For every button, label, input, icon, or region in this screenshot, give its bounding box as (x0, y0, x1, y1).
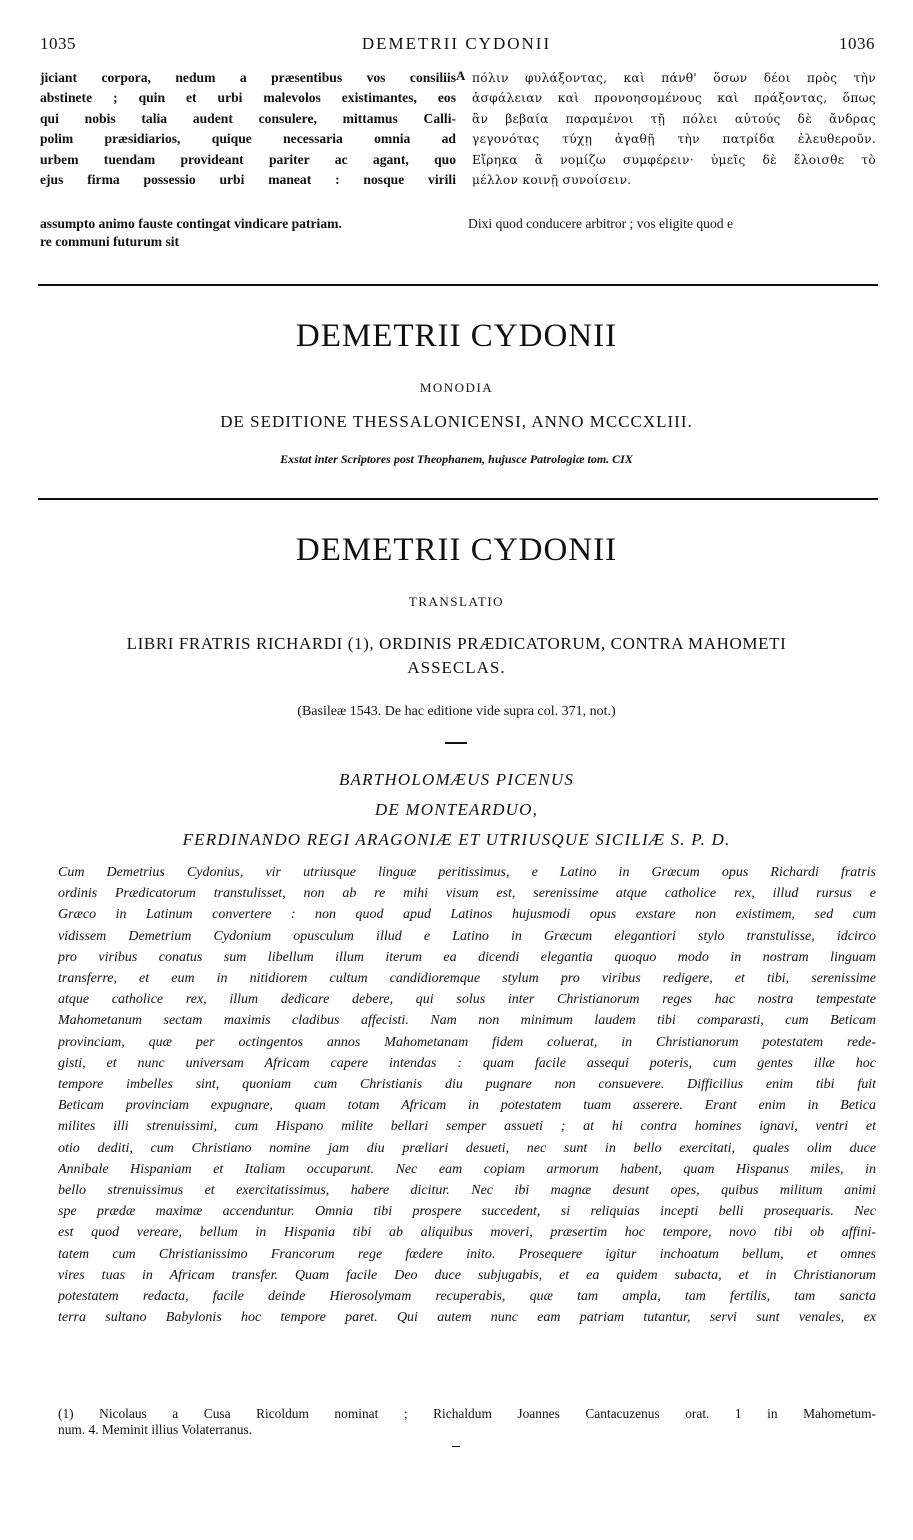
dedication-origin: DE MONTEARDUO, (374, 800, 539, 819)
left-column-number: 1035 (40, 34, 76, 53)
latin-line: urbem tuendam provideant pariter ac agant, quo (40, 151, 456, 167)
body-line: terra sultano Babylonis hoc tempore paret. Qui autem nunc eam patriam tutantur, servi sunt venales, ex (58, 1310, 876, 1326)
body-line: Beticam provinciam expugnare, quam totam Africam in potestatem tuam asserere. Erant enim in Betica (58, 1098, 876, 1114)
greek-line: Εἴρηκα ἃ νομίζω συμφέρειν· ὑμεῖς δὲ ἕλοισθε τὸ (472, 152, 876, 167)
running-title: DEMETRII CYDONII (361, 34, 552, 53)
body-line: est quod vereare, bellum in Hispania tibi ab aliquibus moveri, præsertim hoc tempore, novo tibi ob affini- (58, 1225, 876, 1241)
separator-dash (445, 742, 467, 744)
final-line: re communi futurum sit (40, 234, 180, 249)
greek-line: γεγονότας τύχῃ ἀγαθῇ τὴν πατρίδα ἐλευθεροῦν. (472, 132, 876, 147)
body-line: otio dediti, cum Christiano nomine jam diu præliari desueti, nec sunt in bello exercitati, quales olim duce (58, 1140, 876, 1156)
latin-column (40, 68, 456, 190)
section-subtitle: TRANSLATIO (408, 594, 505, 609)
body-line: gisti, et nunc universam Africam capere intendas : quam facile assequi poteris, cum gentes illæ hoc (58, 1055, 876, 1071)
latin-line: polim præsidiarios, quique necessaria omnia ad (40, 131, 456, 147)
body-line: vidissem Demetrium Cydonium opusculum illud e Latino in Græcum elegantiori stylo transtulisse, idcirco (58, 928, 876, 944)
right-column-number: 1036 (839, 34, 875, 53)
section-rule (38, 498, 878, 500)
body-line: tatem cum Christianissimo Francorum rege fœdere inito. Prosequere igitur inchoatum bellum, et omnes (58, 1246, 876, 1262)
latin-line: abstinete ; quin et urbi malevolos existimantes, eos (40, 90, 456, 106)
body-line: tempore imbelles sint, quoniam cum Christianis diu pugnare non consuevere. Difficilius enim tibi fuit (58, 1077, 876, 1093)
body-line: transferre, et eum in nitidiorem cultum candidioremque stylum pro viribus redigere, et tibi, serenissime (58, 971, 876, 987)
greek-line: ἀσφάλειαν καὶ προνοησομένους καὶ πράξοντας, ὅπως (472, 91, 876, 106)
body-line: Cum Demetrius Cydonius, vir utriusque linguæ peritissimus, e Latino in Græcum opus Richardi fratris (58, 865, 876, 880)
dedication-sender: BARTHOLOMÆUS PICENUS (338, 770, 575, 789)
page-end-dash (452, 1446, 460, 1447)
section-heading-line: ASSECLAS. (407, 658, 506, 677)
section-title: DEMETRII CYDONII (295, 532, 618, 568)
section-subtitle: MONODIA (419, 380, 494, 395)
greek-translation-continuation: Dixi quod conducere arbitror ; vos eligite quod e (468, 216, 734, 231)
greek-line: ἂν βεβαία παραμένοι τῇ πόλει αὐτούς δὲ ἄνδρας (472, 111, 876, 126)
body-line: Græco in Latinum convertere : non quod apud Latinos hujusmodi opus exstare non existimem, sed cum (58, 907, 876, 923)
column-marker: A (456, 68, 466, 83)
footnote-line: (1) Nicolaus a Cusa Ricoldum nominat ; Richaldum Joannes Cantacuzenus orat. 1 in Mahometum- (58, 1406, 876, 1421)
body-line: Mahometanum sectam maximis cladibus affecisti. Nam non minimum laudem tibi comparasti, cum Beticam (58, 1013, 876, 1029)
body-line: Annibale Hispaniam et Italiam occuparunt. Nec eam copiam armorum habent, quam Hispanus miles, in (58, 1161, 876, 1177)
footnote-line: num. 4. Meminit illius Volaterranus. (58, 1422, 253, 1437)
section-rule (38, 284, 878, 286)
body-line: milites illi strenuissimi, cum Hispano milite bellari semper assueti ; at hi contra homines ignavi, ventri et (58, 1119, 876, 1135)
body-text (58, 862, 876, 1328)
latin-line: ejus firma possessio urbi maneat : nosque virili (40, 172, 456, 188)
edition-note: (Basileæ 1543. De hac editione vide supra col. 371, not.) (297, 704, 616, 719)
dedication-addressee: FERDINANDO REGI ARAGONIÆ ET UTRIUSQUE SICILIÆ S. P. D. (182, 830, 731, 849)
section-title: DEMETRII CYDONII (295, 318, 618, 354)
greek-column (472, 68, 876, 190)
latin-line: qui nobis talia audent consulere, mittamus Calli- (40, 110, 456, 126)
greek-line: πόλιν φυλάξοντας, καὶ πάνθ' ὅσων δέοι πρὸς τὴν (472, 71, 876, 85)
body-line: bello strenuissimus et exercitatissimus, habere dicitur. Nec ibi magnæ desunt opes, quibus militum animi (58, 1183, 876, 1199)
body-line: spe prædæ maximæ accenduntur. Omnia tibi prospere succedent, si reliquias incepti belli prosequaris. Nec (58, 1204, 876, 1220)
section-note: Exstat inter Scriptores post Theophanem, hujusce Patrologiæ tom. CIX (280, 452, 633, 466)
section-heading-line: LIBRI FRATRIS RICHARDI (1), ORDINIS PRÆDICATORUM, CONTRA MAHOMETI (126, 634, 787, 653)
body-line: ordinis Prædicatorum transtulisset, non ab re mihi visum est, serenissime atque catholice rex, illud rursus e (58, 886, 876, 902)
section-heading: DE SEDITIONE THESSALONICENSI, ANNO MCCCXLIII. (220, 412, 693, 431)
body-line: vires tuas in Africam transfer. Quam facile Deo duce subjugabis, et ea quidem subacta, et in Christianorum (58, 1267, 876, 1283)
greek-line: μέλλον κοινῇ συνοίσειν. (472, 173, 632, 188)
latin-line: jiciant corpora, nedum a præsentibus vos consiliis (40, 70, 456, 85)
body-line: atque catholice rex, illum dedicare debere, qui solus inter Christianorum reges hac nostra tempestate (58, 992, 876, 1008)
body-line: potestatem redacta, facile deinde Hierosolymam recuperabis, quæ tam ampla, tam fertilis, tam sancta (58, 1289, 876, 1305)
body-line: pro viribus conatus sum libellum illum iterum ea dicendi elegantia quoquo modo in nostram linguam (58, 949, 876, 965)
body-line: provinciam, quæ per octingentos annos Mahometanam fidem coluerat, in Christianorum potestatem rede- (58, 1034, 876, 1050)
latin-continuation: assumpto animo fauste contingat vindicare patriam. (40, 216, 342, 231)
footnote (58, 1406, 876, 1438)
